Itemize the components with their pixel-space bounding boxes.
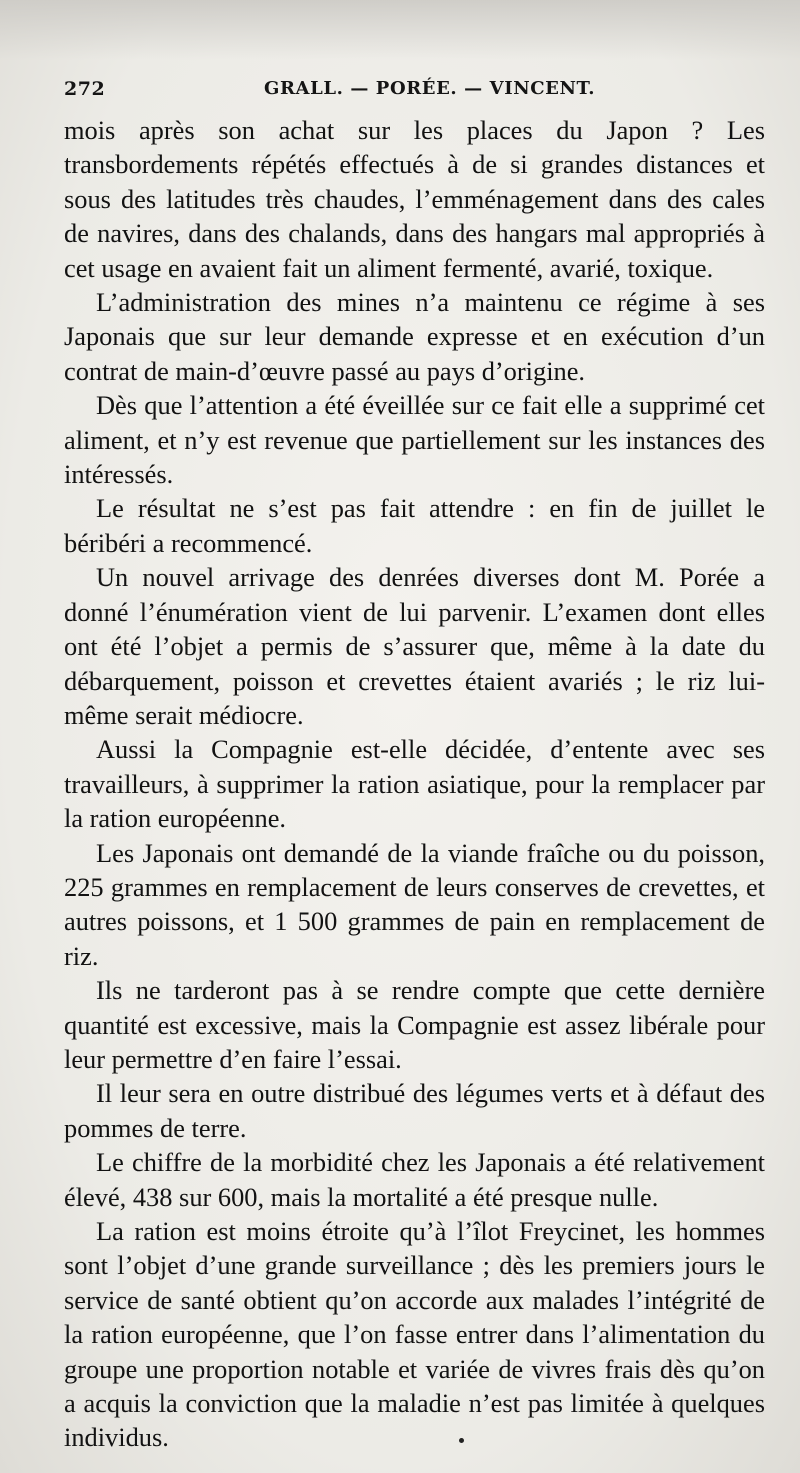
paragraph-compagnie: Aussi la Compagnie est-elle décidée, d’entente avec ses travailleurs, à supprimer la ration asiatique, pour la remplacer par la ration européenne. xyxy=(64,734,765,834)
paragraph-continuation: mois après son achat sur les places du Japon ? Les transbordements répétés effectués à de si grandes distances et sous des latitudes très chaudes, l’emménagement dans des cales de navires, dans des chalands, dans des hangars mal appropriés à cet usage en avaient fait un aliment fermenté, avarié, toxique. xyxy=(64,115,765,283)
paragraph-attention: Dès que l’attention a été éveillée sur ce fait elle a supprimé cet aliment, et n’y est revenue que partiellement sur les instances des intéressés. xyxy=(64,390,765,490)
paragraph-resultat: Le résultat ne s’est pas fait attendre : en fin de juillet le béribéri a recommencé. xyxy=(64,493,765,558)
paragraph-legumes: Il leur sera en outre distribué des légumes verts et à défaut des pommes de terre. xyxy=(64,1078,765,1143)
paragraph-ration: La ration est moins étroite qu’à l’îlot Freycinet, les hommes sont l’objet d’une grande surveillance ; dès les premiers jours le service de santé obtient qu’on accorde aux malades l’intégrité de la ration européenne, que l’on fasse entrer dans l’alimentation du groupe une proportion notable et variée de vivres frais dès qu’on a acquis la conviction que la maladie n’est pas limitée à quelques individus. xyxy=(64,1216,765,1453)
paragraph-arrivage: Un nouvel arrivage des denrées diverses dont M. Porée a donné l’énumération vient de lui parvenir. L’examen dont elles ont été l’objet a permis de s’assurer que, même à la date du débarquement, poisson et crevettes étaient avariés ; le riz lui-même serait médiocre. xyxy=(64,562,765,730)
running-head xyxy=(64,74,764,104)
body-text xyxy=(64,113,765,1455)
paragraph-quantite: Ils ne tarderont pas à se rendre compte que cette dernière quantité est excessive, mais la Compagnie est assez libérale pour leur permettre d’en faire l’essai. xyxy=(64,975,765,1074)
page-number: 272 xyxy=(64,78,106,100)
ink-speck xyxy=(459,1438,464,1443)
paragraph-japonais-demande: Les Japonais ont demandé de la viande fraîche ou du poisson, 225 grammes en remplacement de leurs conserves de crevettes, et autres poissons, et 1 500 grammes de pain en remplacement de riz. xyxy=(64,837,765,971)
paragraph-morbidite: Le chiffre de la morbidité chez les Japonais a été relativement élevé, 438 sur 600, mais la mortalité a été presque nulle. xyxy=(64,1147,765,1212)
paragraph-administration: L’administration des mines n’a maintenu ce régime à ses Japonais que sur leur demande expresse et en exécution d’un contrat de main-d’œuvre passé au pays d’origine. xyxy=(64,287,765,386)
page-top-shadow xyxy=(0,0,800,60)
running-title: GRALL. — PORÉE. — VINCENT. xyxy=(264,78,596,99)
